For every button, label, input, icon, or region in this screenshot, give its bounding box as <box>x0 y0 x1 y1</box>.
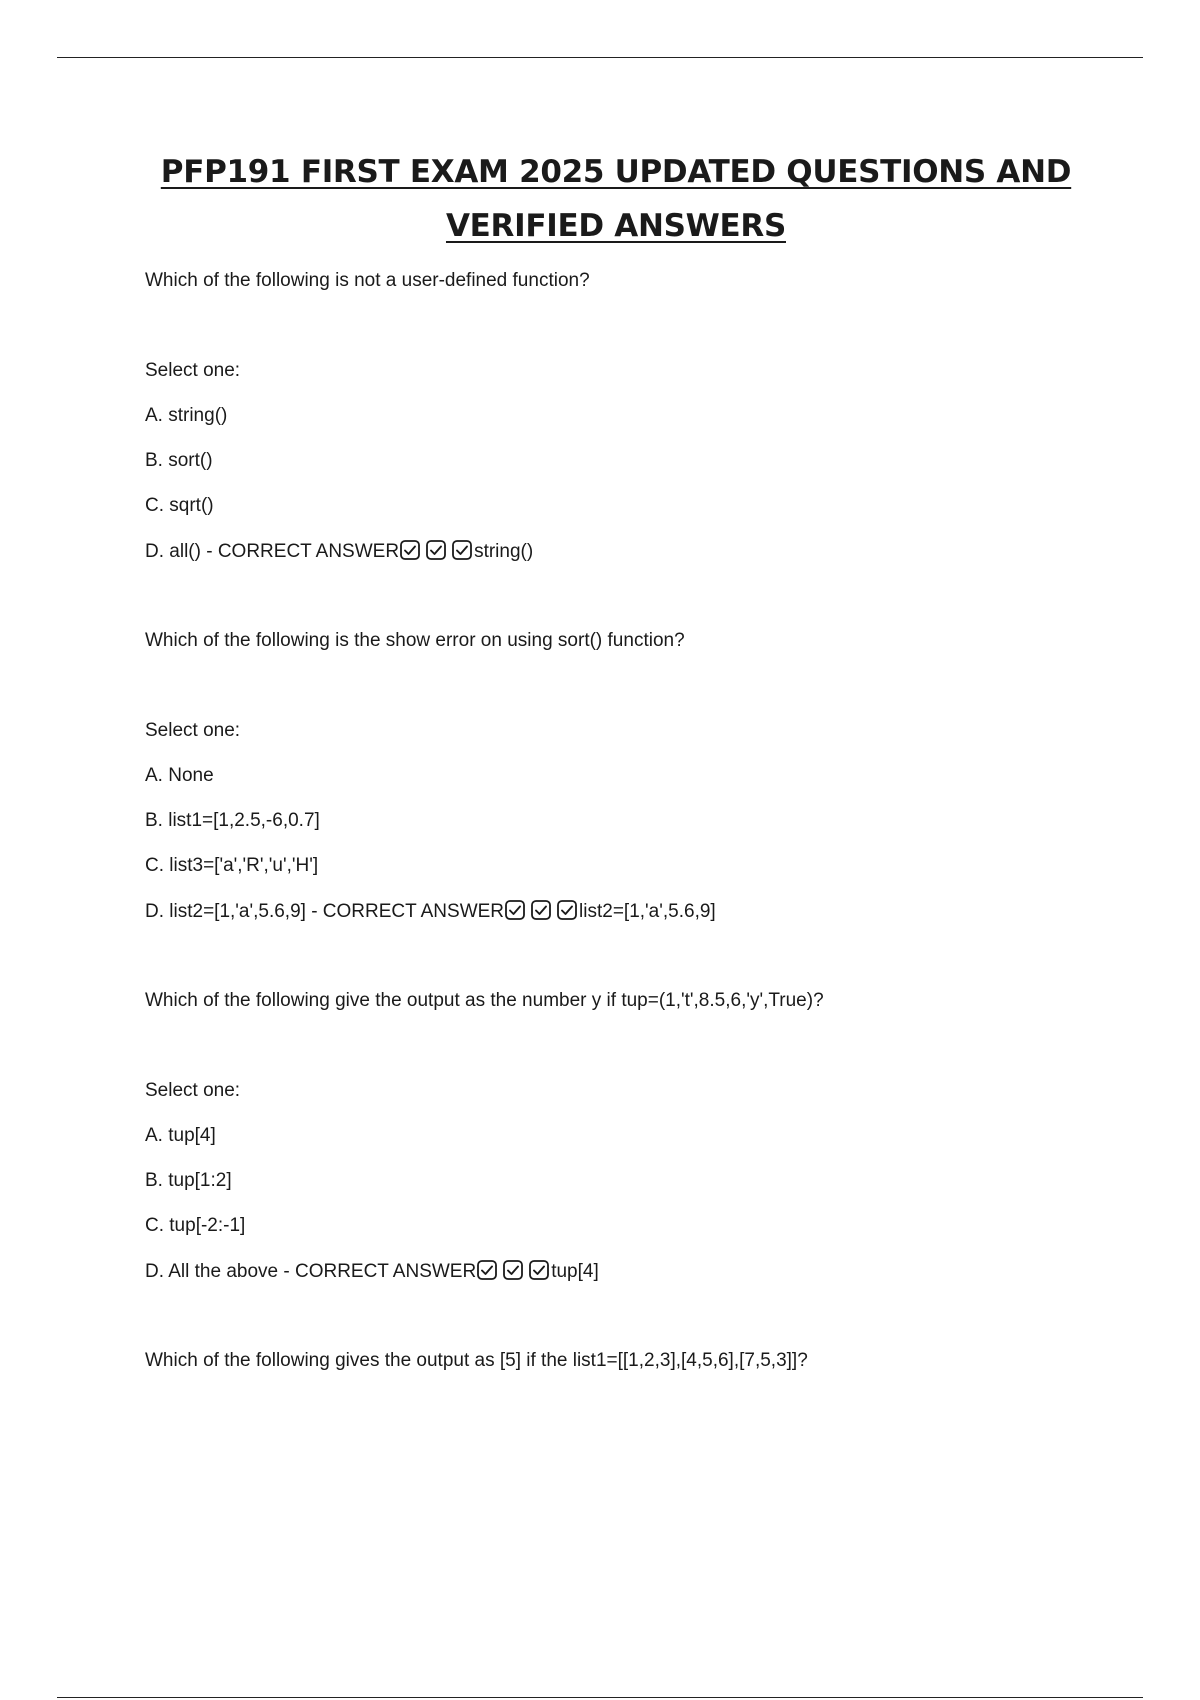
check-group <box>477 1255 550 1285</box>
checkbox-checked-icon <box>557 900 577 920</box>
checkbox-checked-icon <box>531 900 551 920</box>
correct-answer-value: list2=[1,'a',5.6,9] <box>579 901 716 923</box>
question-4 <box>145 1346 1145 1376</box>
checkbox-checked-icon <box>503 1260 523 1280</box>
correct-answer-value: string() <box>474 541 534 563</box>
checkbox-checked-icon <box>505 900 525 920</box>
option-d: D. all() - CORRECT ANSWER <box>145 541 400 563</box>
option-c: C. list3=['a','R','u','H'] <box>145 855 319 876</box>
check-group <box>400 535 473 565</box>
select-one-label: Select one: <box>145 1080 241 1101</box>
question-text: Which of the following gives the output as [5] if the list1=[[1,2,3],[4,5,6],[7,5,3]]? <box>145 1350 808 1371</box>
option-c: C. tup[-2:-1] <box>145 1215 246 1236</box>
question-text: Which of the following is the show error on using sort() function? <box>145 630 685 651</box>
select-one-label: Select one: <box>145 720 241 741</box>
correct-answer-value: tup[4] <box>551 1261 599 1283</box>
checkbox-checked-icon <box>426 540 446 560</box>
option-a: A. tup[4] <box>145 1125 216 1146</box>
document-title <box>100 145 1132 253</box>
exam-content <box>145 266 1145 1376</box>
question-text: Which of the following is not a user-defined function? <box>145 270 590 291</box>
title-line-2: VERIFIED ANSWERS <box>445 208 786 244</box>
option-d: D. list2=[1,'a',5.6,9] - CORRECT ANSWER <box>145 901 505 923</box>
select-one-label: Select one: <box>145 360 241 381</box>
question-1 <box>145 266 1145 567</box>
option-a: A. None <box>145 765 214 786</box>
option-b: B. tup[1:2] <box>145 1170 232 1191</box>
question-text: Which of the following give the output as the number y if tup=(1,'t',8.5,6,'y',True)? <box>145 990 824 1011</box>
option-d-answer <box>145 537 1145 567</box>
option-c: C. sqrt() <box>145 495 214 516</box>
check-group <box>505 895 578 925</box>
option-b: B. list1=[1,2.5,-6,0.7] <box>145 810 320 831</box>
checkbox-checked-icon <box>400 540 420 560</box>
checkbox-checked-icon <box>477 1260 497 1280</box>
option-d: D. All the above - CORRECT ANSWER <box>145 1261 477 1283</box>
checkbox-checked-icon <box>529 1260 549 1280</box>
title-line-1: PFP191 FIRST EXAM 2025 UPDATED QUESTIONS AND <box>160 154 1072 190</box>
option-d-answer <box>145 897 1145 927</box>
option-b: B. sort() <box>145 450 213 471</box>
question-2 <box>145 626 1145 927</box>
top-rule <box>57 57 1143 58</box>
question-3 <box>145 986 1145 1287</box>
bottom-rule <box>57 1697 1143 1698</box>
option-a: A. string() <box>145 405 228 426</box>
checkbox-checked-icon <box>452 540 472 560</box>
option-d-answer <box>145 1257 1145 1287</box>
